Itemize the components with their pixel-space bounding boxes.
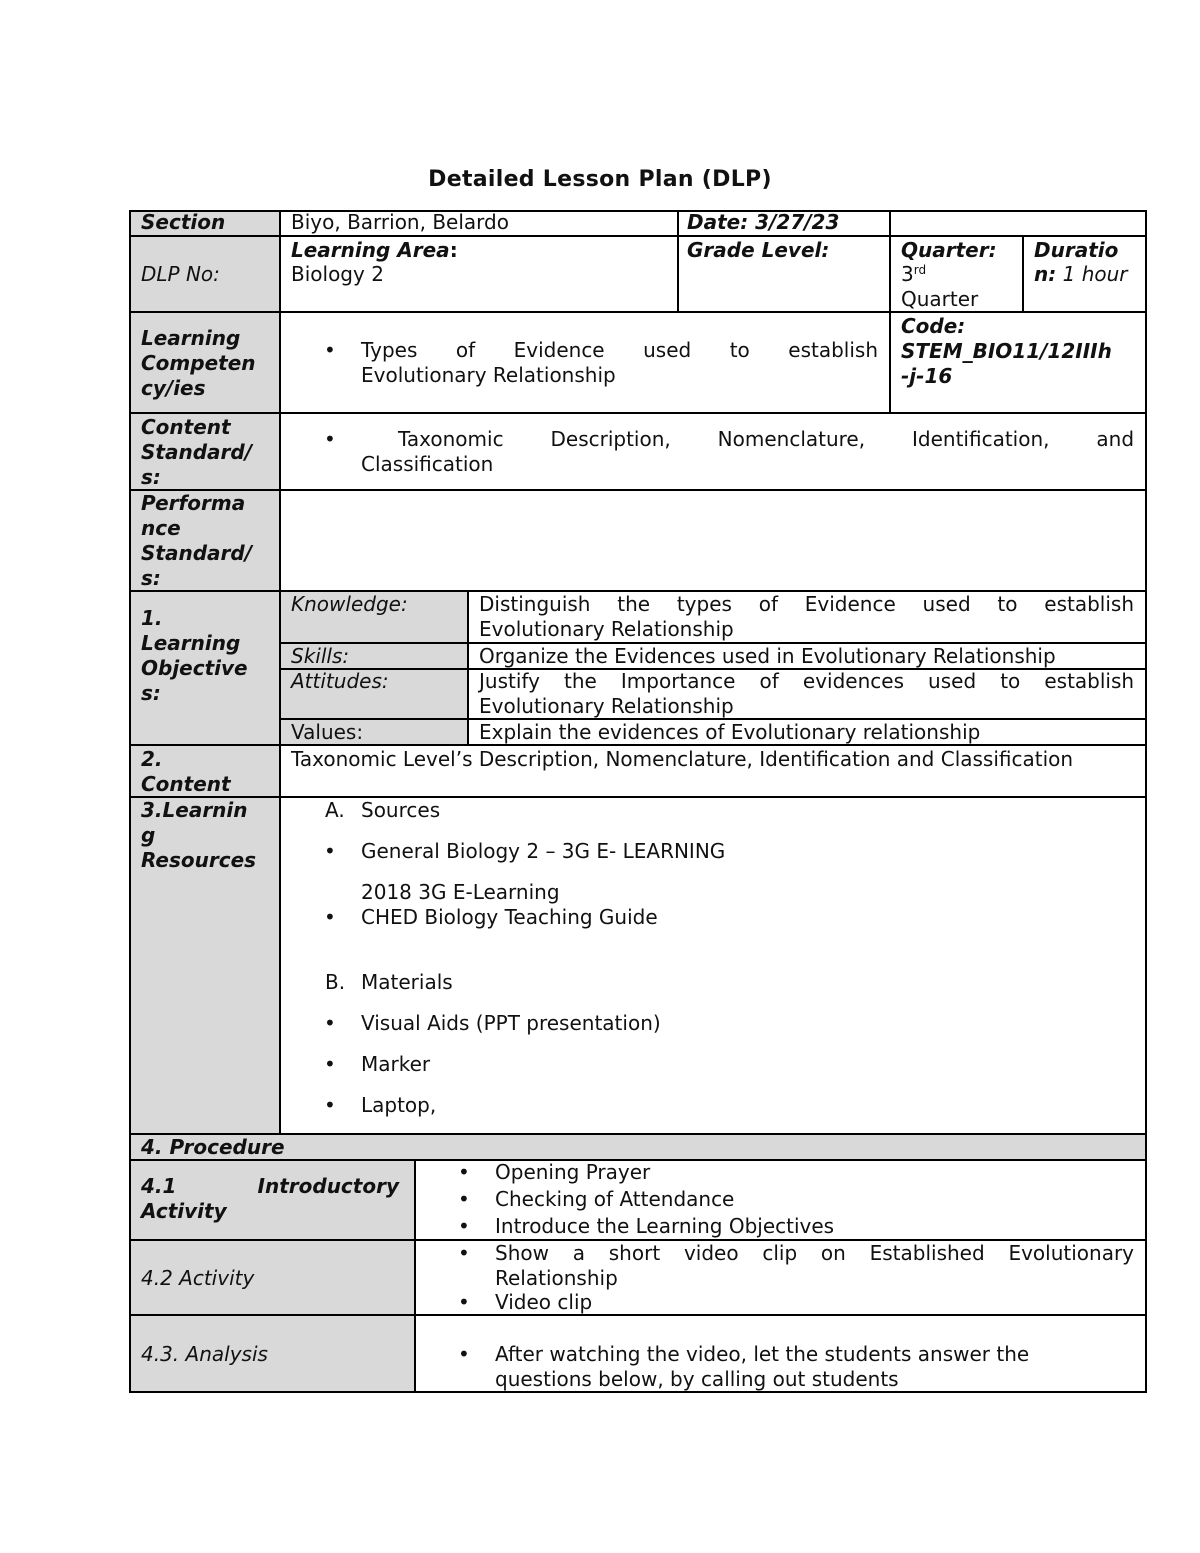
activity-line1: Show a short video clip on Established Evolutionary: [495, 1241, 1135, 1265]
activity-label: 4.2 Activity: [141, 1266, 255, 1290]
learning-area-value: Biology 2: [291, 262, 384, 286]
intro-item: Opening Prayer: [495, 1160, 651, 1184]
content-standard-line1: Taxonomic Description, Nomenclature, Identification, and: [398, 427, 1135, 451]
analysis-label: 4.3. Analysis: [141, 1342, 268, 1366]
knowledge-label: Knowledge:: [291, 592, 408, 616]
bullet-icon: •: [324, 427, 336, 451]
materials-heading: Materials: [361, 970, 453, 994]
duration-value: n: 1 hour: [1034, 262, 1128, 286]
intro-item: Checking of Attendance: [495, 1187, 735, 1211]
content-standard-line2: Classification: [361, 452, 494, 476]
values-label: Values:: [291, 720, 364, 744]
knowledge-line2: Evolutionary Relationship: [479, 617, 734, 641]
source-item: CHED Biology Teaching Guide: [361, 905, 658, 929]
bullet-icon: •: [324, 1052, 336, 1076]
procedure-label: 4. Procedure: [141, 1135, 285, 1159]
bullet-icon: •: [324, 905, 336, 929]
material-item: Visual Aids (PPT presentation): [361, 1011, 661, 1035]
intro-item: Introduce the Learning Objectives: [495, 1214, 835, 1238]
analysis-line1: After watching the video, let the students answer the: [495, 1342, 1030, 1366]
bullet-icon: •: [458, 1241, 470, 1265]
content-label: 2. Content: [141, 747, 231, 796]
activity-item: Video clip: [495, 1290, 593, 1314]
intro-label-line2: Activity: [141, 1199, 227, 1223]
content-value: Taxonomic Level’s Description, Nomenclature, Identification and Classification: [291, 747, 1074, 771]
quarter-value: 3rd: [901, 262, 927, 286]
competency-label: Learning Competen cy/ies: [141, 326, 256, 400]
page-title: Detailed Lesson Plan (DLP): [428, 167, 772, 192]
competency-line2: Evolutionary Relationship: [361, 363, 616, 387]
quarter-label: Quarter:: [901, 238, 997, 262]
objectives-label: 1. Learning Objective s:: [141, 606, 248, 705]
date-value: Date: 3/27/23: [687, 210, 840, 234]
content-standard-label: Content Standard/ s:: [141, 415, 252, 489]
skills-value: Organize the Evidences used in Evolutionary Relationship: [479, 644, 1056, 668]
learning-area-label: Learning Area:: [291, 238, 458, 262]
analysis-line2: questions below, by calling out students: [495, 1367, 899, 1391]
sources-marker: A.: [325, 798, 345, 822]
skills-label: Skills:: [291, 644, 350, 668]
duration-label: Duratio: [1034, 238, 1119, 262]
attitudes-line1: Justify the Importance of evidences used to establish: [479, 669, 1135, 693]
bullet-icon: •: [458, 1160, 470, 1184]
material-item: Laptop,: [361, 1093, 437, 1117]
bullet-icon: •: [324, 1093, 336, 1117]
knowledge-line1: Distinguish the types of Evidence used to establish: [479, 592, 1134, 616]
source-item-continued: 2018 3G E-Learning: [361, 880, 560, 904]
code-value: Code: STEM_BIO11/12IIIh -j-16: [901, 314, 1112, 388]
bullet-icon: •: [458, 1187, 470, 1211]
resources-label: 3.Learnin g Resources: [141, 798, 257, 872]
bullet-icon: •: [324, 338, 336, 362]
grade-level-label: Grade Level:: [687, 238, 830, 262]
quarter-word: Quarter: [901, 287, 979, 311]
section-label: Section: [141, 210, 226, 234]
bullet-icon: •: [324, 1011, 336, 1035]
attitudes-label: Attitudes:: [291, 669, 389, 693]
activity-line2: Relationship: [495, 1266, 618, 1290]
dlp-label: DLP No:: [141, 262, 220, 286]
values-value: Explain the evidences of Evolutionary relationship: [479, 720, 981, 744]
competency-line1: Types of Evidence used to establish: [361, 338, 878, 362]
material-item: Marker: [361, 1052, 431, 1076]
materials-marker: B.: [325, 970, 346, 994]
empty-header-cell: [889, 210, 1147, 237]
bullet-icon: •: [324, 839, 336, 863]
intro-label-line1: 4.1 Introductory: [141, 1174, 399, 1198]
attitudes-line2: Evolutionary Relationship: [479, 694, 734, 718]
source-item: General Biology 2 – 3G E- LEARNING: [361, 839, 726, 863]
section-value: Biyo, Barrion, Belardo: [291, 210, 509, 234]
bullet-icon: •: [458, 1290, 470, 1314]
performance-standard-value-cell: [279, 489, 1147, 592]
performance-standard-label: Performa nce Standard/ s:: [141, 491, 252, 590]
bullet-icon: •: [458, 1214, 470, 1238]
sources-heading: Sources: [361, 798, 441, 822]
bullet-icon: •: [458, 1342, 470, 1366]
